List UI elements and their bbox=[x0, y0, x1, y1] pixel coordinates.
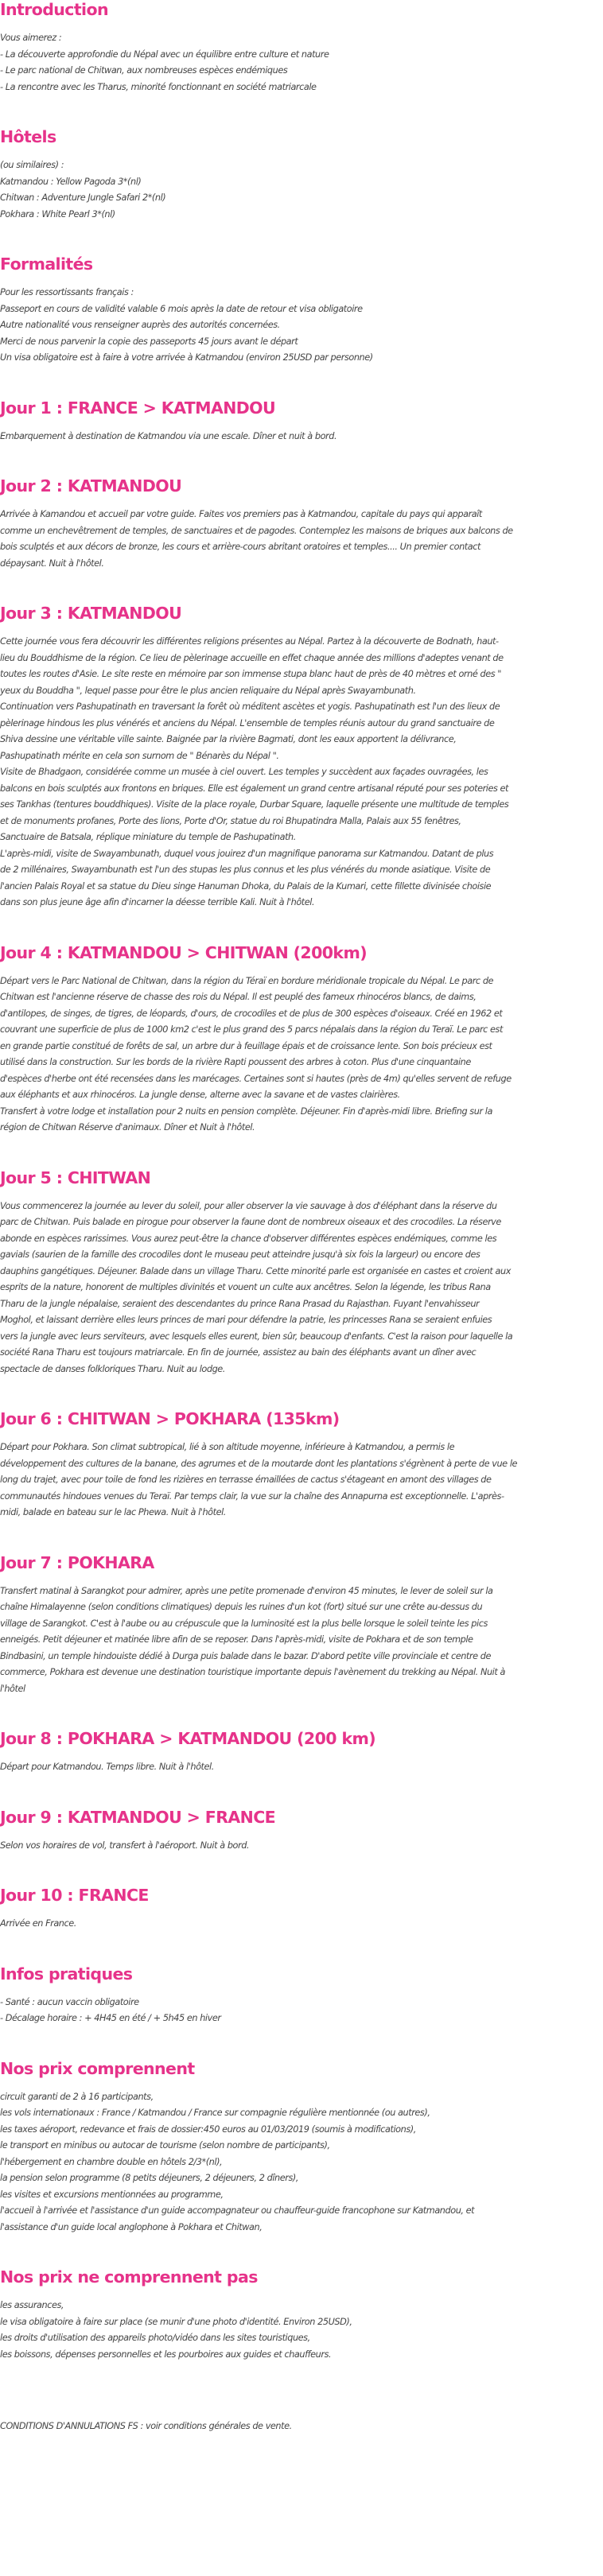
text-line: midi, balade en bateau sur le lac Phewa. Nuit à l'hôtel. bbox=[0, 1507, 226, 1517]
text-line: Visite de Bhadgaon, considérée comme un musée à ciel ouvert. Les temples y succèdent aux façades ouvragées, les bbox=[0, 767, 488, 777]
section bbox=[0, 1168, 603, 1410]
text-line: Pour les ressortissants français : bbox=[0, 287, 134, 297]
text-line: les boissons, dépenses personnelles et les pourboires aux guides et chauffeurs. bbox=[0, 2349, 332, 2360]
section-body bbox=[0, 1916, 603, 1933]
section-heading: Infos pratiques bbox=[0, 1964, 133, 1983]
section bbox=[0, 1409, 603, 1553]
section bbox=[0, 254, 603, 398]
section bbox=[0, 1553, 603, 1730]
text-line: Vous aimerez : bbox=[0, 33, 62, 43]
section-body bbox=[0, 634, 603, 911]
section-body bbox=[0, 2089, 603, 2236]
text-line: lieu du Bouddhisme de la région. Ce lieu de pèlerinage accueille en effet chaque année des millions d'adeptes venant de bbox=[0, 652, 504, 663]
section-body bbox=[0, 30, 603, 95]
text-line: chaîne Himalayenne (selon conditions climatiques) depuis les ruines d'un kot (fort) situé sur une crête au-dessus du bbox=[0, 1602, 483, 1612]
text-line: vers la jungle avec leurs serviteurs, avec lesquels elles eurent, bien sûr, beaucoup d'enfants. C'est la raison pour laquelle la bbox=[0, 1331, 513, 1342]
text-line: les droits d'utilisation des appareils photo/vidéo dans les sites touristiques, bbox=[0, 2333, 310, 2343]
text-line: Shiva dessine une véritable ville sainte. Baignée par la rivière Bagmati, dont les eaux apportent la délivrance, bbox=[0, 734, 457, 744]
section-heading: Jour 9 : KATMANDOU > FRANCE bbox=[0, 1807, 276, 1827]
section-heading: Jour 1 : FRANCE > KATMANDOU bbox=[0, 398, 276, 418]
text-line: Pashupatinath mérite en cela son surnom de " Bénarès du Népal ". bbox=[0, 750, 279, 761]
text-line: Autre nationalité vous renseigner auprès des autorités concernées. bbox=[0, 320, 280, 330]
text-line: communautés hindoues venues du Teraï. Par temps clair, la vue sur la chaîne des Annapurna est exceptionnelle. L'après- bbox=[0, 1490, 504, 1502]
text-line: gavials (saurien de la famille des crocodiles dont le museau peut atteindre jusqu'à six fois la largeur) ou encore des bbox=[0, 1249, 480, 1260]
text-line: Départ vers le Parc National de Chitwan, dans la région du Téraï en bordure méridionale tropicale du Népal. Le parc de bbox=[0, 975, 494, 986]
text-line: de 2 millénaires, Swayambunath est l'un des stupas les plus connus et les plus vénérés du monde asiatique. Visite de bbox=[0, 864, 491, 875]
text-line: les vols internationaux : France / Katmandou / France sur compagnie régulière mentionnée (ou autres), bbox=[0, 2108, 430, 2118]
text-line: Merci de nous parvenir la copie des passeports 45 jours avant le départ bbox=[0, 336, 298, 347]
section-heading: Nos prix comprennent bbox=[0, 2058, 195, 2078]
text-line: région de Chitwan Réserve d'animaux. Dîner et Nuit à l'hôtel. bbox=[0, 1122, 255, 1133]
text-line: long du trajet, avec pour toile de fond les rizières en terrasse émaillées de cactus s'étageant en amont des villages de bbox=[0, 1474, 492, 1485]
text-line: Moghol, et laissant derrière elles leurs princes de mari pour défendre la patrie, les princesses Rana se seraient enfuies bbox=[0, 1315, 492, 1325]
section bbox=[0, 1886, 603, 1964]
text-line: balcons en bois sculptés aux frontons en briques. Elle est également un grand centre artisanal réputé pour ses poteries et bbox=[0, 783, 509, 794]
section bbox=[0, 943, 603, 1168]
text-line: village de Sarangkot. C'est à l'aube ou au crépuscule que la luminosité est la plus belle lorsque le soleil teinte les pics bbox=[0, 1618, 488, 1629]
text-line: dans son plus jeune âge afin d'incarner la déesse terrible Kali. Nuit à l'hôtel. bbox=[0, 897, 315, 907]
text-line: Bindbasini, un temple hindouiste dédié à Durga puis balade dans le bazar. D'abord petite ville provinciale et centre de bbox=[0, 1650, 491, 1661]
text-line: la pension selon programme (8 petits déjeuners, 2 déjeuners, 2 dîners), bbox=[0, 2173, 298, 2183]
text-line: Chitwan : Adventure Jungle Safari 2*(nl) bbox=[0, 192, 166, 203]
section bbox=[0, 476, 603, 604]
text-line: l'hôtel bbox=[0, 1683, 25, 1694]
text-line: Embarquement à destination de Katmandou via une escale. Dîner et nuit à bord. bbox=[0, 430, 337, 441]
section-body bbox=[0, 2298, 603, 2363]
text-line: l'hébergement en chambre double en hôtels 2/3*(nl), bbox=[0, 2156, 223, 2167]
text-line: ses Tankhas (tentures bouddhiques). Visite de la place royale, Durbar Square, laquelle présente une multitude de temples bbox=[0, 799, 509, 810]
text-line: Sanctuaire de Batsala, réplique miniature du temple de Pashupatinath. bbox=[0, 832, 296, 842]
section-body bbox=[0, 1199, 603, 1378]
text-line: comme un enchevêtrement de temples, de sanctuaires et de pagodes. Contemplez les maisons de briques aux balcons de bbox=[0, 525, 513, 536]
section-body bbox=[0, 507, 603, 572]
section-heading: Formalités bbox=[0, 254, 93, 274]
text-line: l'accueil à l'arrivée et l'assistance d'un guide accompagnateur ou chauffeur-guide francophone sur Katmandou, et bbox=[0, 2205, 475, 2216]
text-line: Vous commencerez la journée au lever du soleil, pour aller observer la vie sauvage à dos d'éléphant dans la réserve du bbox=[0, 1200, 497, 1211]
section-heading: Jour 8 : POKHARA > KATMANDOU (200 km) bbox=[0, 1729, 376, 1748]
section-heading: Nos prix ne comprennent pas bbox=[0, 2267, 258, 2287]
section-body bbox=[0, 1838, 603, 1855]
text-line: dauphins gangétiques. Déjeuner. Balade dans un village Tharu. Cette minorité parle est organisée en castes et croient aux bbox=[0, 1265, 511, 1276]
text-line: d'antilopes, de singes, de tigres, de léopards, d'ours, de crocodiles et de plus de 300 espèces d'oiseaux. Créé en 1962 et bbox=[0, 1008, 503, 1019]
text-line: l'ancien Palais Royal et sa statue du Dieu singe Hanuman Dhoka, du Palais de la Kumari, cette fillette divinisée choisie bbox=[0, 880, 492, 892]
section-heading: Jour 7 : POKHARA bbox=[0, 1552, 154, 1572]
text-line: pèlerinage hindous les plus vénérés et anciens du Népal. L'ensemble de temples réunis autour du grand sanctuaire de bbox=[0, 717, 495, 729]
section-heading: Jour 6 : CHITWAN > POKHARA (135km) bbox=[0, 1409, 340, 1428]
section-heading: Introduction bbox=[0, 0, 108, 19]
section bbox=[0, 1729, 603, 1808]
section-heading: Jour 3 : KATMANDOU bbox=[0, 604, 182, 623]
text-line: Arrivée en France. bbox=[0, 1918, 76, 1929]
text-line: - La découverte approfondie du Népal avec un équilibre entre culture et nature bbox=[0, 49, 329, 60]
section bbox=[0, 127, 603, 254]
footer-note: CONDITIONS D'ANNULATIONS FS : voir conditions générales de vente. bbox=[0, 2421, 292, 2431]
section-body bbox=[0, 1583, 603, 1698]
text-line: circuit garanti de 2 à 16 participants, bbox=[0, 2091, 154, 2102]
text-line: les assurances, bbox=[0, 2300, 64, 2310]
section bbox=[0, 398, 603, 477]
text-line: commerce, Pokhara est devenue une destination touristique importante depuis l'avènement du trekking au Népal. Nuit à bbox=[0, 1667, 505, 1677]
text-line: et de monuments profanes, Porte des lions, Porte d'Or, statue du roi Bhupatindra Malla, Palais aux 55 fenêtres, bbox=[0, 815, 461, 826]
text-line: Un visa obligatoire est à faire à votre arrivée à Katmandou (environ 25USD par personne) bbox=[0, 352, 373, 363]
text-line: spectacle de danses folkloriques Tharu. Nuit au lodge. bbox=[0, 1363, 225, 1374]
text-line: Tharu de la jungle népalaise, seraient des descendantes du prince Rana Prasad du Rajasthan. Fuyant l'envahisseur bbox=[0, 1298, 480, 1309]
text-line: toutes les routes d'Asie. Le site reste en mémoire par son immense stupa blanc haut de près de 40 mètres et orné des " bbox=[0, 669, 502, 679]
section bbox=[0, 0, 603, 127]
text-line: le visa obligatoire à faire sur place (se munir d'une photo d'identité. Environ 25USD), bbox=[0, 2316, 352, 2327]
section bbox=[0, 2059, 603, 2268]
text-line: Départ pour Pokhara. Son climat subtropical, lié à son altitude moyenne, inférieure à Katmandou, a permis le bbox=[0, 1442, 455, 1452]
text-line: yeux du Bouddha ", lequel passe pour être le plus ancien reliquaire du Népal après Swayambunath. bbox=[0, 685, 416, 696]
text-line: Transfert matinal à Sarangkot pour admirer, après une petite promenade d'environ 45 minutes, le lever de soleil sur la bbox=[0, 1585, 493, 1596]
text-line: les visites et excursions mentionnées au programme, bbox=[0, 2189, 224, 2200]
text-line: Continuation vers Pashupatinath en traversant la forêt où méditent ascètes et yogis. Pashupatinath est l'un des lieux de bbox=[0, 701, 500, 712]
text-line: d'espèces d'herbe ont été recensées dans les marécages. Certaines sont si hautes (près de 4m) qu'elles servent de refuge bbox=[0, 1073, 512, 1084]
section bbox=[0, 1964, 603, 2059]
text-line: - Le parc national de Chitwan, aux nombreuses espèces endémiques bbox=[0, 65, 288, 76]
section-body bbox=[0, 1440, 603, 1521]
text-line: enneigés. Petit déjeuner et matinée libre afin de se reposer. Dans l'après-midi, visite de Pokhara et de son temple bbox=[0, 1634, 473, 1645]
text-line: couvrant une superficie de plus de 1000 km2 c'est le plus grand des 5 parcs népalais dans la région du Teraï. Le parc est bbox=[0, 1024, 503, 1035]
text-line: Arrivée à Kamandou et accueil par votre guide. Faites vos premiers pas à Katmandou, capitale du pays qui apparaît bbox=[0, 509, 482, 519]
section bbox=[0, 2267, 603, 2395]
text-line: bois sculptés et aux décors de bronze, les cours et arrière-cours abritant oratoires et temples.... Un premier contact bbox=[0, 542, 480, 552]
text-line: Chitwan est l'ancienne réserve de chasse des rois du Népal. Il est peuplé des fameux rhinocéros blancs, de daims, bbox=[0, 992, 477, 1002]
section-body bbox=[0, 973, 603, 1136]
section-body bbox=[0, 157, 603, 223]
section-heading: Jour 5 : CHITWAN bbox=[0, 1168, 151, 1187]
section-heading: Jour 4 : KATMANDOU > CHITWAN (200km) bbox=[0, 942, 367, 962]
text-line: utilisé dans la construction. Sur les bords de la rivière Rapti poussent des arbres à coton. Plus d'une cinquantaine bbox=[0, 1057, 471, 1067]
text-line: Cette journée vous fera découvrir les différentes religions présentes au Népal. Partez à la découverte de Bodnath, haut- bbox=[0, 636, 499, 647]
text-line: parc de Chitwan. Puis balade en pirogue pour observer la faune dont de nombreux oiseaux et des crocodiles. La réserve bbox=[0, 1217, 501, 1227]
text-line: Pokhara : White Pearl 3*(nl) bbox=[0, 208, 115, 220]
text-line: dépaysant. Nuit à l'hôtel. bbox=[0, 558, 104, 569]
section-heading: Hôtels bbox=[0, 127, 56, 146]
text-line: Transfert à votre lodge et installation pour 2 nuits en pension complète. Déjeuner. Fin d'après-midi libre. Briefing sur la bbox=[0, 1105, 492, 1117]
text-line: Passeport en cours de validité valable 6 mois après la date de retour et visa obligatoire bbox=[0, 303, 363, 314]
section-heading: Jour 10 : FRANCE bbox=[0, 1886, 149, 1905]
section bbox=[0, 1808, 603, 1886]
text-line: - Santé : aucun vaccin obligatoire bbox=[0, 1996, 139, 2007]
section-body bbox=[0, 1759, 603, 1776]
text-line: l'assistance d'un guide local anglophone à Pokhara et Chitwan, bbox=[0, 2221, 263, 2232]
text-line: en grande partie constitué de forêts de sal, un arbre dur à feuillage épais et de croissance lente. Son bois précieux est bbox=[0, 1040, 492, 1051]
text-line: société Rana Tharu est toujours matriarcale. En fin de journée, assistez au bain des éléphants avant un dîner avec bbox=[0, 1347, 477, 1358]
section-body bbox=[0, 1995, 603, 2027]
text-line: Selon vos horaires de vol, transfert à l'aéroport. Nuit à bord. bbox=[0, 1840, 250, 1851]
text-line: les taxes aéroport, redevance et frais de dossier:450 euros au 01/03/2019 (soumis à modifications), bbox=[0, 2123, 416, 2135]
section-heading: Jour 2 : KATMANDOU bbox=[0, 476, 182, 495]
text-line: (ou similaires) : bbox=[0, 160, 64, 170]
text-line: aux éléphants et aux rhinocéros. La jungle dense, alterne avec la savane et de vastes clairières. bbox=[0, 1090, 400, 1100]
text-line: esprits de la nature, honorent de multiples divinités et vouent un culte aux ancêtres. Selon la légende, les tribus Rana bbox=[0, 1282, 491, 1292]
section-body bbox=[0, 429, 603, 445]
text-line: Départ pour Katmandou. Temps libre. Nuit à l'hôtel. bbox=[0, 1762, 214, 1772]
text-line: Katmandou : Yellow Pagoda 3*(nl) bbox=[0, 176, 142, 187]
section bbox=[0, 604, 603, 943]
text-line: développement des cultures de la banane, des agrumes et de la moutarde dont les plantations s'égrènent à perte de vue le bbox=[0, 1458, 518, 1469]
text-line: abonde en espèces rarissimes. Vous aurez peut-être la chance d'observer différentes espèces endémiques, comme les bbox=[0, 1233, 497, 1244]
section-body bbox=[0, 285, 603, 367]
text-line: L'après-midi, visite de Swayambunath, duquel vous jouirez d'un magnifique panorama sur Katmandou. Datant de plus bbox=[0, 848, 494, 859]
text-line: - Décalage horaire : + 4H45 en été / + 5h45 en hiver bbox=[0, 2013, 221, 2023]
text-line: - La rencontre avec les Tharus, minorité fonctionnant en société matriarcale bbox=[0, 81, 317, 92]
text-line: le transport en minibus ou autocar de tourisme (selon nombre de participants), bbox=[0, 2140, 330, 2151]
